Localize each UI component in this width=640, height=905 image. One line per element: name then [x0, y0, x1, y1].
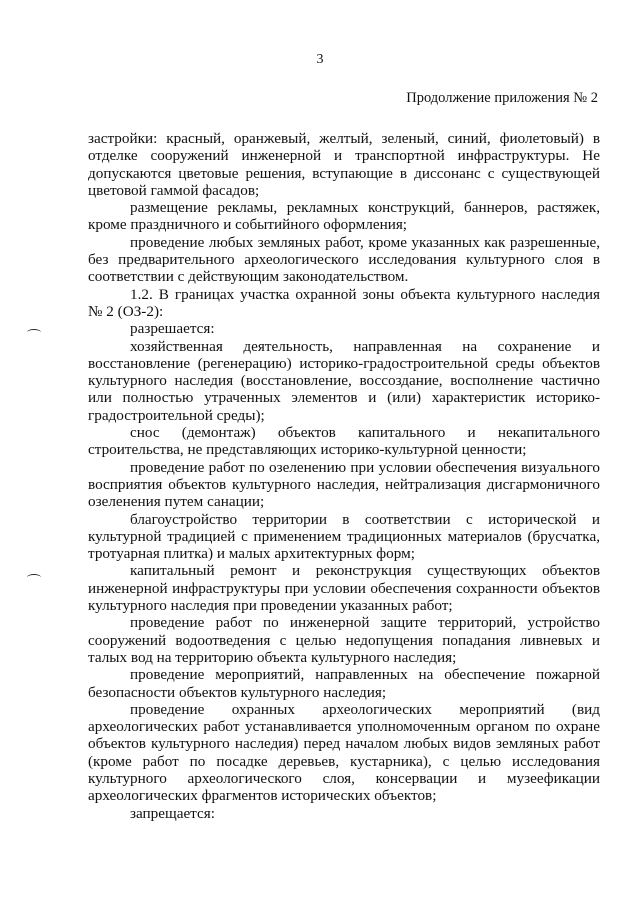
paragraph: проведение мероприятий, направленных на обеспечение пожарной безопасности объектов культурного наследия;	[88, 666, 600, 701]
body-text	[88, 130, 600, 822]
paragraph: проведение работ по инженерной защите территорий, устройство сооружений водоотведения с целью недопущения попадания ливневых и талых вод на территорию объекта культурного наследия;	[88, 614, 600, 666]
paragraph: снос (демонтаж) объектов капитального и некапитального строительства, не представляющих историко-культурной ценности;	[88, 424, 600, 459]
paragraph: 1.2. В границах участка охранной зоны объекта культурного наследия № 2 (ОЗ-2):	[88, 285, 600, 320]
paragraph: проведение работ по озеленению при условии обеспечения визуального восприятия объектов культурного наследия, нейтрализация дисгармоничного озеленения путем санации;	[88, 458, 600, 511]
page-number: 3	[316, 52, 324, 67]
paragraph: проведение любых земляных работ, кроме указанных как разрешенные, без предварительного археологического исследования культурного слоя в соответствии с действующим законодательством.	[88, 233, 600, 286]
margin-mark	[27, 574, 41, 581]
paragraph: проведение охранных археологических мероприятий (вид археологических работ устанавливается уполномоченным органом по охране объектов культурного наследия) перед началом любых видов земляных работ (кроме работ по посадке деревьев, кустарника), с целью исследования культурного археологического слоя, консервации и музеефикации археологических фрагментов исторических объектов;	[88, 700, 600, 805]
margin-mark	[27, 329, 41, 336]
appendix-note: Продолжение приложения № 2	[406, 90, 598, 106]
paragraph: благоустройство территории в соответствии с исторической и культурной традицией с применением традиционных материалов (брусчатка, тротуарная плитка) и малых архитектурных форм;	[88, 510, 600, 563]
paragraph: застройки: красный, оранжевый, желтый, зеленый, синий, фиолетовый) в отделке сооружений инженерной и транспортной инфраструктуры. Не допускаются цветовые решения, вступающие в диссонанс с существующей цветовой гаммой фасадов;	[88, 130, 600, 199]
paragraph: разрешается:	[130, 320, 215, 338]
paragraph: размещение рекламы, рекламных конструкций, баннеров, растяжек, кроме праздничного и событийного оформления;	[88, 199, 600, 234]
paragraph: запрещается:	[130, 804, 215, 822]
paragraph: капитальный ремонт и реконструкция существующих объектов инженерной инфраструктуры при условии обеспечения сохранности объектов культурного наследия при проведении указанных работ;	[88, 562, 600, 615]
paragraph: хозяйственная деятельность, направленная на сохранение и восстановление (регенерацию) историко-градостроительной среды объектов культурного наследия (восстановление, воссоздание, восполнение частично или полностью утраченных элементов и (или) характеристик историко-градостроительной среды);	[88, 337, 600, 424]
